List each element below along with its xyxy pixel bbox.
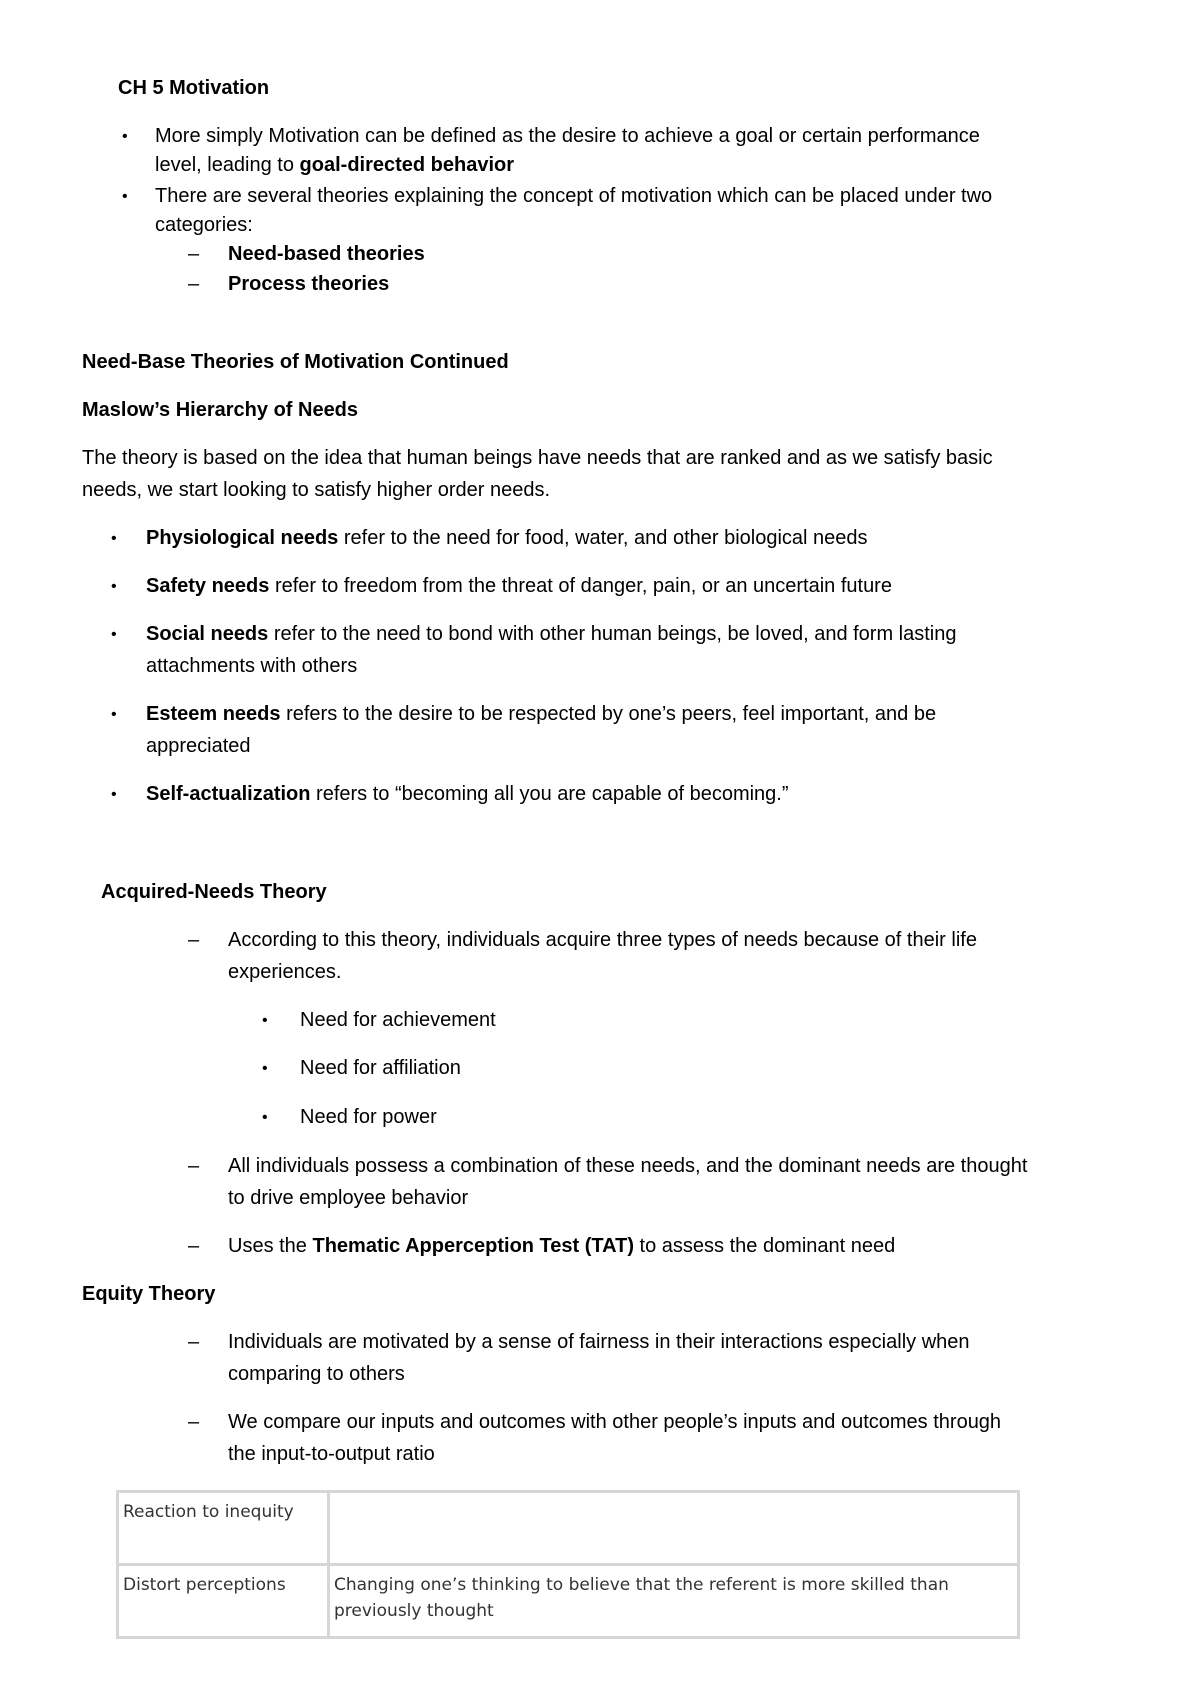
list-item <box>146 574 892 598</box>
dash-icon: – <box>188 1235 200 1257</box>
list-item <box>146 702 936 726</box>
bullet-icon: • <box>122 128 128 145</box>
acquired-point-1-line-2: experiences. <box>228 961 342 983</box>
need-desc: refer to the need for food, water, and other biological needs <box>338 527 868 549</box>
intro-bullet-1-line-1: More simply Motivation can be defined as the desire to achieve a goal or certain performance <box>155 125 980 147</box>
bullet-icon: • <box>111 626 117 643</box>
maslow-intro-line-2: needs, we start looking to satisfy higher order needs. <box>82 479 551 501</box>
intro-bullet-2-line-1: There are several theories explaining the concept of motivation which can be placed under two <box>155 185 993 207</box>
acquired-point-1-line-1: According to this theory, individuals acquire three types of needs because of their life <box>228 929 977 951</box>
equity-heading: Equity Theory <box>82 1283 216 1305</box>
table-cell: Changing one’s thinking to believe that the referent is more skilled than previously thought <box>329 1565 1019 1638</box>
table-cell: Reaction to inequity <box>118 1492 329 1565</box>
equity-point-1-line-2: comparing to others <box>228 1363 405 1385</box>
sub-item-need-based: Need-based theories <box>228 243 425 265</box>
intro-bullet-1-text: level, leading to <box>155 154 300 176</box>
equity-point-2-line-1: We compare our inputs and outcomes with other people’s inputs and outcomes through <box>228 1411 1002 1433</box>
list-item <box>146 526 868 550</box>
table-row <box>118 1565 1019 1638</box>
acquired-point-2-line-1: All individuals possess a combination of these needs, and the dominant needs are thought <box>228 1155 1028 1177</box>
maslow-heading: Maslow’s Hierarchy of Needs <box>82 399 359 421</box>
dash-icon: – <box>188 243 200 265</box>
need-term: Esteem needs <box>146 703 281 725</box>
acquired-point-3 <box>228 1234 895 1258</box>
tat-suffix: to assess the dominant need <box>633 1235 896 1257</box>
bullet-icon: • <box>111 706 117 723</box>
bullet-icon: • <box>262 1012 268 1029</box>
need-desc: refers to the desire to be respected by one’s peers, feel important, and be <box>280 703 937 725</box>
table-cell <box>329 1492 1019 1565</box>
need-desc: refer to freedom from the threat of danger, pain, or an uncertain future <box>269 575 892 597</box>
bullet-icon: • <box>262 1060 268 1077</box>
need-term: Physiological needs <box>146 527 339 549</box>
maslow-intro-line-1: The theory is based on the idea that human beings have needs that are ranked and as we satisfy basic <box>82 447 993 469</box>
table-row <box>118 1492 1019 1565</box>
bullet-icon: • <box>111 578 117 595</box>
bullet-icon: • <box>262 1109 268 1126</box>
list-item: Need for achievement <box>300 1009 496 1031</box>
bullet-icon: • <box>122 188 128 205</box>
list-item <box>146 782 789 806</box>
list-item <box>146 622 957 646</box>
bullet-icon: • <box>111 530 117 547</box>
dash-icon: – <box>188 1155 200 1177</box>
list-item: Need for power <box>300 1106 437 1128</box>
equity-point-2-line-2: the input-to-output ratio <box>228 1443 435 1465</box>
dash-icon: – <box>188 1331 200 1353</box>
acquired-needs-heading: Acquired-Needs Theory <box>101 881 327 903</box>
need-term: Self-actualization <box>146 783 311 805</box>
need-term: Safety needs <box>146 575 270 597</box>
need-term: Social needs <box>146 623 269 645</box>
acquired-point-2-line-2: to drive employee behavior <box>228 1187 469 1209</box>
list-item-continuation: attachments with others <box>146 655 358 677</box>
dash-icon: – <box>188 1411 200 1433</box>
need-desc: refers to “becoming all you are capable of becoming.” <box>310 783 789 805</box>
need-base-heading: Need-Base Theories of Motivation Continued <box>82 351 509 373</box>
dash-icon: – <box>188 929 200 951</box>
goal-directed-term: goal-directed behavior <box>299 154 515 176</box>
reaction-table <box>116 1490 1020 1639</box>
tat-prefix: Uses the <box>228 1235 313 1257</box>
tat-term: Thematic Apperception Test (TAT) <box>312 1235 634 1257</box>
intro-bullet-2-line-2: categories: <box>155 214 253 236</box>
sub-item-process: Process theories <box>228 273 390 295</box>
bullet-icon: • <box>111 786 117 803</box>
page-title: CH 5 Motivation <box>118 77 270 99</box>
intro-bullet-1-line-2 <box>155 153 514 177</box>
list-item: Need for affiliation <box>300 1057 461 1079</box>
dash-icon: – <box>188 273 200 295</box>
need-desc: refer to the need to bond with other human beings, be loved, and form lasting <box>268 623 957 645</box>
equity-point-1-line-1: Individuals are motivated by a sense of fairness in their interactions especially when <box>228 1331 970 1353</box>
table-cell: Distort perceptions <box>118 1565 329 1638</box>
list-item-continuation: appreciated <box>146 735 251 757</box>
